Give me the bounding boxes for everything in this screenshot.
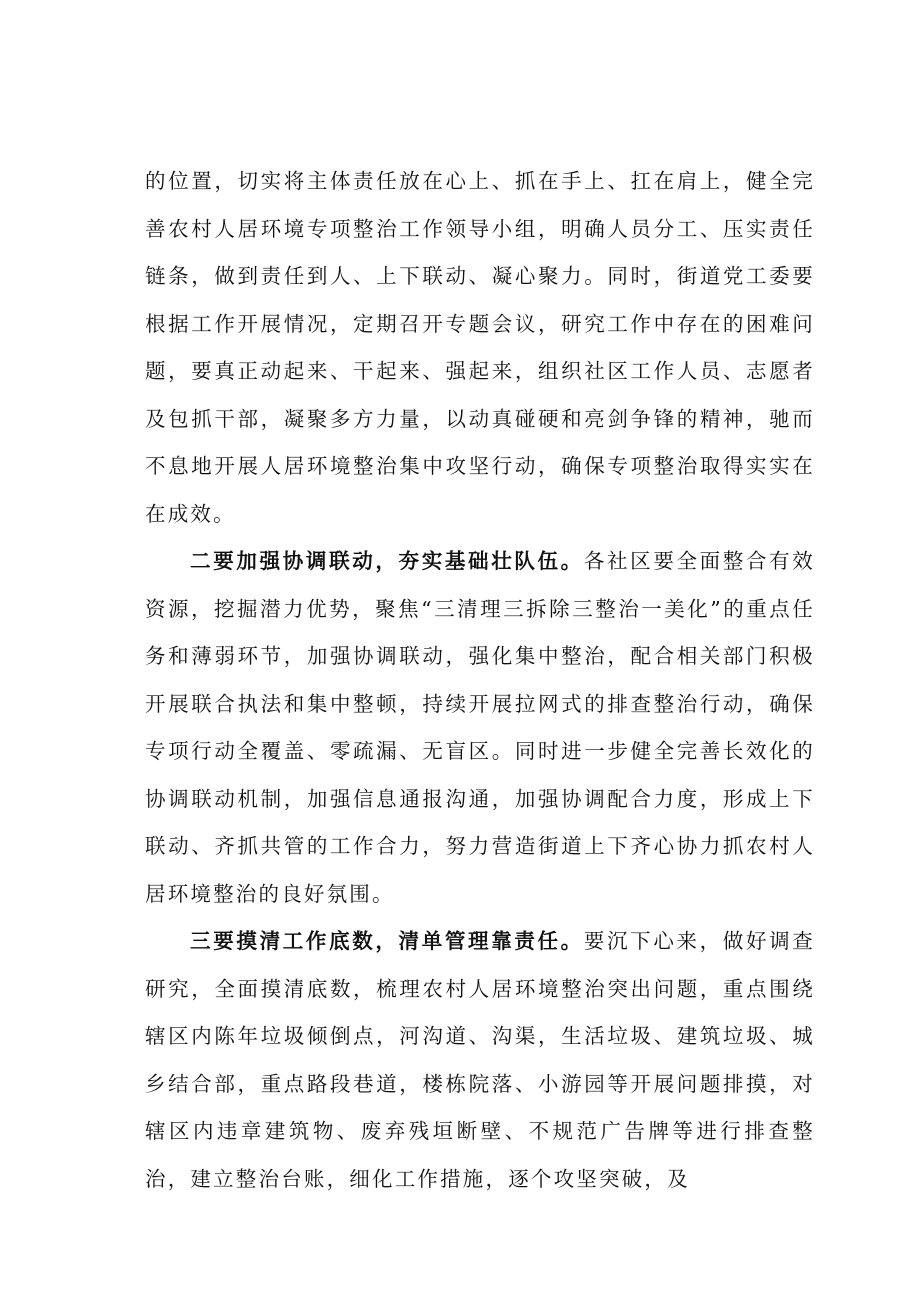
paragraph-2 xyxy=(145,538,815,918)
document-body xyxy=(145,158,815,1203)
paragraph-3-heading: 三要摸清工作底数，清单管理靠责任。 xyxy=(190,929,584,953)
paragraph-2-text: 各社区要全面整合有效资源，挖掘潜力优势，聚焦“三清理三拆除三整治一美化”的重点任务和薄弱环节，加强协调联动，强化集中整治，配合相关部门积极开展联合执法和集中整顿，持续开展拉网式的排查整治行动，确保专项行动全覆盖、零疏漏、无盲区。同时进一步健全完善长效化的协调联动机制，加强信息通报沟通，加强协调配合力度，形成上下联动、齐抓共管的工作合力，努力营造街道上下齐心协力抓农村人居环境整治的良好氛围。 xyxy=(145,549,815,906)
paragraph-3-text: 要沉下心来，做好调查研究，全面摸清底数，梳理农村人居环境整治突出问题，重点围绕辖区内陈年垃圾倾倒点，河沟道、沟渠，生活垃圾、建筑垃圾、城乡结合部，重点路段巷道，楼栋院落、小游园等开展问题排摸，对辖区内违章建筑物、废弃残垣断壁、不规范广告牌等进行排查整治，建立整治台账，细化工作措施，逐个攻坚突破，及 xyxy=(145,929,815,1191)
paragraph-1 xyxy=(145,158,815,538)
paragraph-3 xyxy=(145,918,815,1203)
paragraph-2-heading: 二要加强协调联动，夯实基础壮队伍。 xyxy=(190,549,584,573)
paragraph-1-text: 的位置，切实将主体责任放在心上、抓在手上、扛在肩上，健全完善农村人居环境专项整治工作领导小组，明确人员分工、压实责任链条，做到责任到人、上下联动、凝心聚力。同时，街道党工委要根据工作开展情况，定期召开专题会议，研究工作中存在的困难问题，要真正动起来、干起来、强起来，组织社区工作人员、志愿者及包抓干部，凝聚多方力量，以动真碰硬和亮剑争锋的精神，驰而不息地开展人居环境整治集中攻坚行动，确保专项整治取得实实在在成效。 xyxy=(145,169,815,526)
